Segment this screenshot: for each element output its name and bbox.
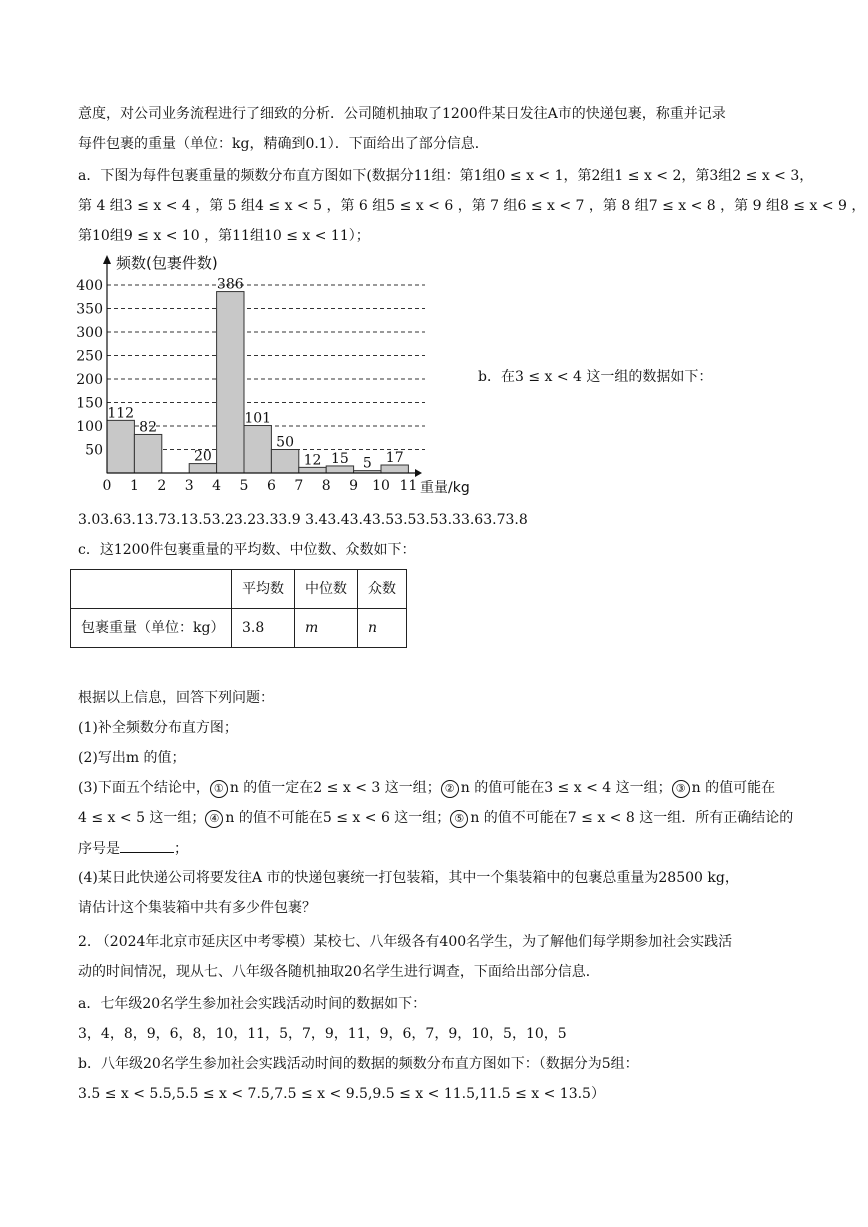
q3-intro: (3)下面五个结论中，: [78, 780, 210, 796]
y-axis-arrow-icon: [103, 255, 111, 264]
bar-value-label: 101: [244, 410, 272, 427]
problem-2-a-data: 3，4，8，9，6，8，10，11，5，7，9，11，9，6，7，9，10，5，10，5: [78, 1026, 567, 1042]
circle-3: ③: [672, 780, 690, 798]
histogram-chart: [70, 250, 490, 500]
y-tick-label: 250: [76, 348, 103, 365]
question-3-line-3: [78, 838, 188, 859]
table-header-mean: 平均数: [232, 570, 295, 609]
intro-line-1: 意度，对公司业务流程进行了细致的分析．公司随机抽取了1200件某日发往A市的快递包裹，称重并记录: [78, 106, 726, 122]
histogram-bar: [326, 466, 353, 473]
histogram-bar: [107, 420, 134, 473]
histogram-bar: [244, 426, 271, 473]
problem-2-a-label: a．七年级20名学生参加社会实践活动时间的数据如下：: [78, 996, 427, 1012]
question-2: (2)写出m 的值；: [78, 750, 186, 766]
y-tick-label: 150: [76, 395, 103, 412]
part-a-line-2: 第 4 组3 ≤ x < 4 ，第 5 组4 ≤ x < 5 ，第 6 组5 ≤ x < 6 ，第 7 组6 ≤ x < 7 ，第 8 组7 ≤ x < 8 ，第 9 组8 ≤ x < 9 ，: [78, 198, 866, 214]
x-tick-label: 0: [102, 478, 112, 494]
problem-2-b-label: b．八年级20名学生参加社会实践活动时间的数据的频数分布直方图如下：（数据分为5组：: [78, 1056, 639, 1072]
table-header-row: [71, 570, 407, 609]
circle-4: ④: [205, 810, 223, 828]
q3-option-2: n 的值可能在3 ≤ x < 4 这一组；: [460, 780, 672, 796]
problem-2-line-2: 动的时间情况，现从七、八年级各随机抽取20名学生进行调查，下面给出部分信息．: [78, 964, 600, 980]
q3-option-4: n 的值不可能在5 ≤ x < 6 这一组；: [225, 810, 451, 826]
x-tick-label: 10: [372, 478, 390, 494]
y-tick-label: 50: [85, 442, 103, 459]
question-3-line-1: [78, 778, 775, 798]
intro-line-2: 每件包裹的重量（单位：kg，精确到0.1）．下面给出了部分信息．: [78, 136, 489, 152]
x-tick-label: 2: [157, 478, 167, 494]
q3-option-5: n 的值不可能在7 ≤ x < 8 这一组．所有正确结论的: [470, 810, 794, 826]
part-a-line-1: a．下图为每件包裹重量的频数分布直方图如下(数据分11组：第1组0 ≤ x < 1，第2组1 ≤ x < 2，第3组2 ≤ x < 3，: [78, 168, 814, 184]
bar-value-label: 82: [139, 419, 158, 436]
x-tick-label: 6: [266, 478, 276, 494]
answer-blank[interactable]: [120, 838, 174, 853]
bar-value-label: 386: [216, 276, 244, 293]
questions-lead: 根据以上信息，回答下列问题：: [78, 690, 274, 706]
part-c-label: c．这1200件包裹重量的平均数、中位数、众数如下：: [78, 542, 416, 558]
x-axis-arrow-icon: [415, 469, 422, 477]
bar-value-label: 50: [276, 434, 295, 451]
histogram-bar: [381, 465, 408, 473]
problem-2-line-1: 2. （2024年北京市延庆区中考零模）某校七、八年级各有400名学生，为了解他们每学期参加社会实践活: [78, 934, 733, 950]
x-tick-label: 1: [129, 478, 139, 494]
question-3-line-2: [78, 808, 793, 828]
table-cell-mean: 3.8: [232, 609, 295, 648]
question-4-line-1: (4)某日此快递公司将要发往A 市的快递包裹统一打包装箱，其中一个集装箱中的包裹总重量为28500 kg，: [78, 870, 739, 886]
table-row: [71, 609, 407, 648]
bar-value-label: 15: [330, 450, 349, 467]
bar-value-label: 112: [107, 405, 135, 422]
question-4-line-2: 请估计这个集装箱中共有多少件包裹？: [78, 900, 316, 916]
y-axis-title: 频数(包裹件数): [116, 254, 218, 272]
y-tick-label: 400: [76, 278, 103, 294]
bar-value-label: 17: [385, 450, 404, 467]
histogram-bar: [134, 434, 161, 473]
circle-5: ⑤: [450, 810, 468, 828]
table-header-median: 中位数: [295, 570, 358, 609]
part-a-line-3: 第10组9 ≤ x < 10 ，第11组10 ≤ x < 11）；: [78, 228, 370, 244]
q3-option-1: n 的值一定在2 ≤ x < 3 这一组；: [229, 780, 441, 796]
bar-value-label: 12: [303, 452, 322, 469]
y-tick-label: 200: [76, 372, 103, 388]
x-axis-title: 重量/kg: [420, 480, 470, 496]
bar-value-label: 5: [362, 455, 372, 472]
problem-2-b-groups: 3.5 ≤ x < 5.5,5.5 ≤ x < 7.5,7.5 ≤ x < 9.5,9.5 ≤ x < 11.5,11.5 ≤ x < 13.5）: [78, 1086, 605, 1102]
circle-2: ②: [441, 780, 459, 798]
q3-option-3-end: 4 ≤ x < 5 这一组；: [78, 810, 206, 826]
x-tick-label: 4: [212, 478, 222, 494]
table-cell-median: m: [295, 609, 358, 648]
x-tick-label: 5: [239, 478, 249, 494]
histogram-bar: [217, 292, 244, 473]
y-tick-label: 100: [76, 419, 103, 435]
x-tick-label: 8: [321, 478, 331, 494]
histogram-bar: [189, 464, 216, 473]
table-header-mode: 众数: [358, 570, 407, 609]
question-1: (1)补全频数分布直方图；: [78, 720, 238, 736]
part-b-data: 3.03.63.13.73.13.53.23.23.33.9 3.43.43.43.53.53.53.33.63.73.8: [78, 512, 528, 528]
table-row-label: 包裹重量（单位：kg）: [71, 609, 232, 648]
x-tick-label: 11: [399, 478, 418, 494]
table-cell-mode: n: [358, 609, 407, 648]
x-tick-label: 7: [294, 478, 304, 494]
y-tick-label: 350: [76, 301, 103, 318]
bar-value-label: 20: [193, 448, 212, 465]
q3-answer-label: 序号是: [78, 841, 120, 857]
table-header-empty: [71, 570, 232, 609]
part-b-label: b．在3 ≤ x < 4 这一组的数据如下：: [478, 369, 713, 385]
q3-option-3: n 的值可能在: [691, 780, 776, 796]
q3-answer-end: ；: [174, 841, 188, 857]
histogram-bar: [271, 450, 298, 474]
y-tick-label: 300: [76, 325, 103, 341]
x-tick-label: 9: [349, 478, 359, 494]
stats-table: [70, 569, 407, 648]
circle-1: ①: [210, 780, 228, 798]
x-tick-label: 3: [184, 478, 194, 494]
